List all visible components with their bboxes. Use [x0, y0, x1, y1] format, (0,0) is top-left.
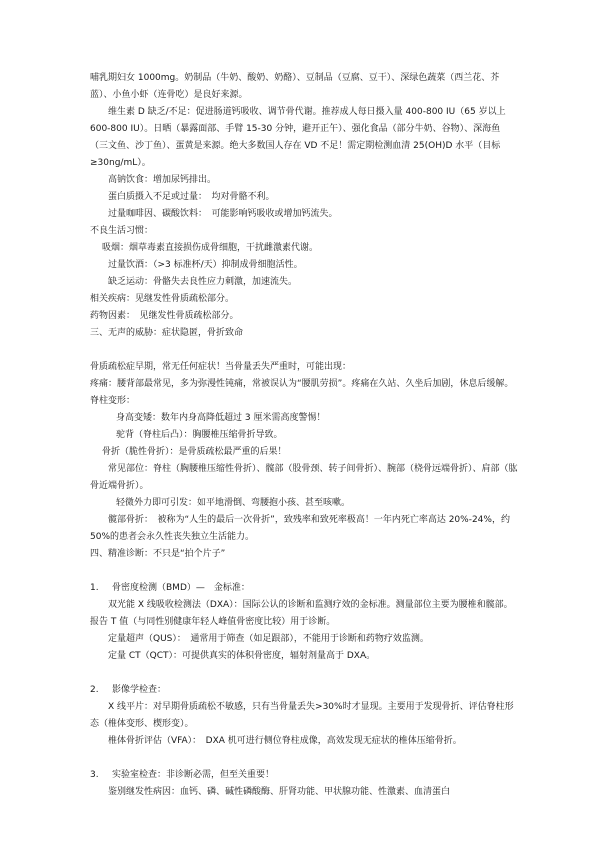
- spacer: [90, 342, 518, 359]
- item-protein: 蛋白质摄入不足或过量： 均对骨骼不利。: [108, 192, 275, 202]
- item-lab-tests: 鉴别继发性病因：血钙、磷、碱性磷酸酶、肝肾功能、甲状腺功能、性激素、血清蛋白: [108, 787, 451, 797]
- heading-bmd: [90, 580, 518, 597]
- section-3-heading: 三、无声的威胁：症状隐匿，骨折致命: [90, 328, 244, 338]
- paragraph-vitamin-d: 维生素 D 缺乏/不足：促进肠道钙吸收、调节骨代谢。推荐成人每日摄入量 400-800 IU（65 岁以上 600-800 IU）。日晒（暴露面部、手臂 15-30 分钟，避开正午）、强化食品（部分牛奶、谷物）、深海鱼（三文鱼、沙丁鱼）、蛋黄是来源。绝大多数国人存在 VD 不足！需定期检测血清 25(OH)D 水平（目标≥30ng/mL）。: [90, 107, 506, 168]
- heading-bmd-label: 骨密度检测（BMD）— 金标准：: [112, 583, 250, 593]
- item-fragility-fracture: 骨折（脆性骨折）：是骨质疏松最严重的后果！: [102, 447, 287, 457]
- paragraph-dxa: 双光能 X 线吸收检测法（DXA）：国际公认的诊断和监测疗效的金标准。测量部位主要为腰椎和髋部。报告 T 值（与同性别健康年轻人峰值骨密度比较）用于诊断。: [90, 600, 513, 627]
- document-page: [90, 70, 518, 801]
- paragraph-hip-fracture: 髋部骨折： 被称为“人生的最后一次骨折”，致残率和致死率极高！一年内死亡率高达 20%-24%，约 50%的患者会永久性丧失独立生活能力。: [90, 515, 510, 542]
- paragraph-pain: 疼痛：腰背部最常见，多为弥漫性钝痛，常被误认为“腰肌劳损”。疼痛在久站、久坐后加剧，休息后缓解。: [90, 379, 514, 389]
- heading-spine-deformity: 脊柱变形：: [90, 396, 136, 406]
- paragraph-xray: X 线平片：对早期骨质疏松不敏感，只有当骨量丢失>30%时才显现。主要用于发现骨折、评估脊柱形态（椎体变形、楔形变）。: [90, 702, 514, 729]
- paragraph-common-sites: 常见部位：脊柱（胸腰椎压缩性骨折）、髋部（股骨颈、转子间骨折）、腕部（桡骨远端骨折）、肩部（肱骨近端骨折）。: [90, 464, 518, 491]
- list-number: 2.: [90, 685, 99, 695]
- item-height-loss: 身高变矮：数年内身高降低超过 3 厘米需高度警惕！: [116, 413, 326, 423]
- item-high-sodium: 高钠饮食：增加尿钙排出。: [108, 175, 217, 185]
- item-qct: 定量 CT（QCT）：可提供真实的体积骨密度，辐射剂量高于 DXA。: [108, 651, 376, 661]
- paragraph-calcium-sources: 哺乳期妇女 1000mg。奶制品（牛奶、酸奶、奶酪）、豆制品（豆腐、豆干）、深绿色蔬菜（西兰花、芥蓝）、小鱼小虾（连骨吃）是良好来源。: [90, 73, 500, 100]
- heading-imaging-label: 影像学检查：: [112, 685, 167, 695]
- item-smoking: 吸烟：烟草毒素直接损伤成骨细胞，干扰雌激素代谢。: [102, 243, 319, 253]
- item-alcohol: 过量饮酒：（>3 标准杯/天）抑制成骨细胞活性。: [108, 260, 303, 270]
- section-4-heading: 四、精准诊断：不只是“拍个片子”: [90, 549, 226, 559]
- item-hunchback: 驼背（脊柱后凸）：胸腰椎压缩骨折导致。: [116, 430, 283, 440]
- list-number: 3.: [90, 770, 99, 780]
- spacer: [90, 665, 518, 682]
- list-number: 1.: [90, 583, 99, 593]
- item-vfa: 椎体骨折评估（VFA）： DXA 机可进行侧位脊柱成像，高效发现无症状的椎体压缩骨折。: [108, 736, 462, 746]
- item-trigger: 轻微外力即可引发：如平地滑倒、弯腰抱小孩、甚至咳嗽。: [116, 498, 351, 508]
- item-caffeine: 过量咖啡因、碳酸饮料： 可能影响钙吸收或增加钙流失。: [108, 209, 338, 219]
- spacer: [90, 563, 518, 580]
- item-qus: 定量超声（QUS）： 通常用于筛查（如足跟部），不能用于诊断和药物疗效监测。: [108, 634, 429, 644]
- heading-lab-label: 实验室检查：非诊断必需，但至关重要！: [112, 770, 275, 780]
- paragraph-early-symptoms: 骨质疏松症早期，常无任何症状！当骨量丢失严重时，可能出现：: [90, 362, 352, 372]
- heading-lab: [90, 767, 518, 784]
- heading-imaging: [90, 682, 518, 699]
- spacer: [90, 750, 518, 767]
- item-drug-factors: 药物因素： 见继发性骨质疏松部分。: [90, 311, 239, 321]
- heading-bad-habits: 不良生活习惯：: [90, 226, 154, 236]
- item-related-disease: 相关疾病：见继发性骨质疏松部分。: [90, 294, 235, 304]
- item-exercise: 缺乏运动：骨骼失去良性应力刺激，加速流失。: [108, 277, 298, 287]
